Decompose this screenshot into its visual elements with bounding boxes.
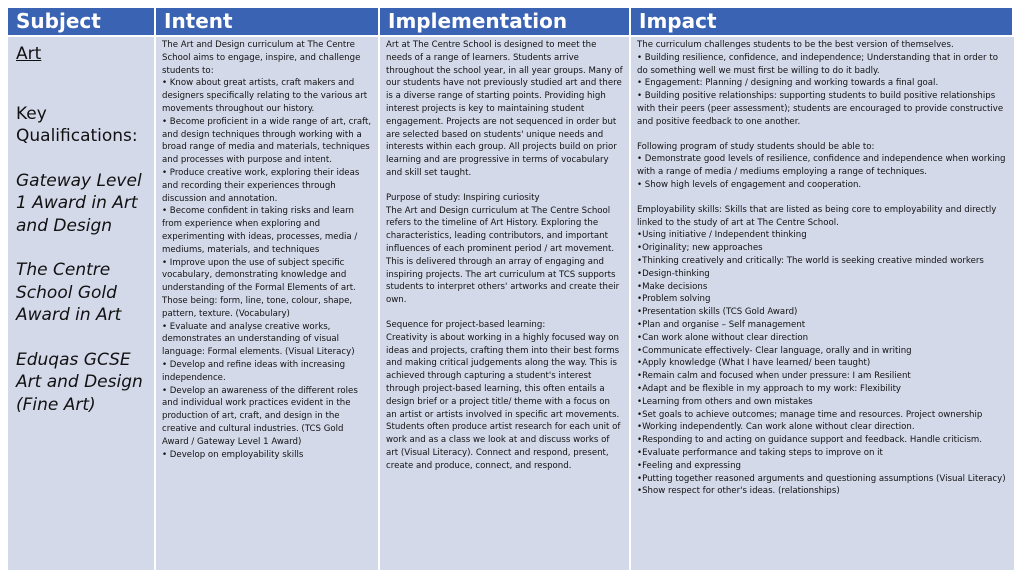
intent-item: • Develop and refine ideas with increasing independence.	[162, 359, 346, 383]
impact-line: Following program of study students should be able to:	[637, 141, 875, 152]
intent-item: • Develop an awareness of the different roles and individual work practices evident in the production of art, craft, and design in the creative and cultural industries. (TCS Gold Award / Gateway Level 1 Award)	[162, 385, 358, 447]
header-intent: Intent	[156, 8, 380, 35]
impact-column	[631, 35, 1014, 570]
impact-line: Employability skills: Skills that are listed as being core to employability and directly linked to the study of art at The Centre School.	[637, 204, 997, 228]
impact-line: • Building resilience, confidence, and independence; Understanding that in order to do something well we must first be willing to do it badly.	[637, 52, 998, 76]
intent-item: • Become proficient in a wide range of art, craft, and design techniques through working with a broad range of media and materials, techniques and processes with purpose and intent.	[162, 116, 372, 166]
intent-intro: The Art and Design curriculum at The Centre School aims to engage, inspire, and challenge students to:	[162, 40, 361, 76]
intent-item: • Develop on employability skills	[162, 449, 304, 460]
impact-line: •Remain calm and focused when under pressure: I am Resilient	[637, 371, 911, 382]
impact-line: •Communicate effectively- Clear language, orally and in writing	[637, 345, 912, 356]
impact-line: The curriculum challenges students to be the best version of themselves.	[637, 40, 954, 50]
intent-item: • Improve upon the use of subject specific vocabulary, demonstrating knowledge and understanding of the Formal Elements of art. Those being: form, line, tone, colour, shape, pattern, texture. (Vocabulary)	[162, 257, 356, 319]
qualification-item: Eduqas GCSE Art and Design (Fine Art)	[16, 349, 143, 415]
intent-item: • Evaluate and analyse creative works, demonstrates an understanding of visual language: Formal elements. (Visual Literacy)	[162, 321, 355, 358]
impact-line: •Show respect for other's ideas. (relationships)	[637, 486, 840, 497]
intent-item: • Produce creative work, exploring their ideas and recording their experiences through discussion and annotation.	[162, 167, 360, 204]
intent-item: • Know about great artists, craft makers and designers specifically relating to the various art movements throughout our history.	[162, 78, 368, 114]
impact-line: •Plan and organise – Self management	[637, 319, 806, 330]
impact-line: •Responding to and acting on guidance support and feedback. Handle criticism.	[637, 435, 983, 446]
impact-line: • Show high levels of engagement and cooperation.	[637, 179, 862, 190]
impact-line: • Demonstrate good levels of resilience, confidence and independence when working with a range of media / mediums employing a range of techniques.	[637, 154, 1006, 178]
impact-line: •Problem solving	[637, 294, 711, 305]
header-implementation: Implementation	[380, 8, 631, 35]
impact-line: •Originality; new approaches	[637, 243, 763, 254]
implementation-subtitle: Purpose of study: Inspiring curiosity	[386, 192, 540, 203]
qualification-item: The Centre School Gold Award in Art	[16, 260, 122, 325]
curriculum-table	[8, 8, 1014, 570]
implementation-paragraph: Art at The Centre School is designed to meet the needs of a range of learners. Students arrive throughout the school year, in all year groups. Many of our students have not previously studied art and there is a diverse range of starting points. Providing high interest projects is key to maintaining student engagement. Projects are not sequenced in order but are selected based on students' unique needs and interests within each group. All projects build on prior learning and are progressive in terms of vocabulary and skill set taught.	[386, 40, 623, 178]
impact-line: •Can work alone without clear direction	[637, 332, 809, 343]
impact-line: •Make decisions	[637, 281, 708, 292]
qualification-item: Gateway Level 1 Award in Art and Design	[16, 170, 142, 236]
intent-column	[156, 35, 380, 570]
implementation-paragraph: Creativity is about working in a highly focused way on ideas and projects, crafting them into their best forms and making critical judgements along the way. This is achieved through capturing a student's interest through project-based learning, this often entails a design brief or a project title/ theme with a focus on an artist or artists involved in specific art movements. Students often produce artist research for each unit of work and as a class we look at and discuss works of art (Visual Literacy). Connect and respond, present, create and produce, connect, and respond.	[386, 332, 621, 471]
header-impact: Impact	[631, 8, 1014, 35]
impact-line: •Evaluate performance and taking steps to improve on it	[637, 447, 883, 458]
implementation-column	[380, 35, 631, 570]
impact-line: •Thinking creatively and critically: The world is seeking creative minded workers	[637, 255, 984, 266]
impact-line: •Working independently. Can work alone without clear direction.	[637, 422, 915, 433]
impact-line: •Design-thinking	[637, 268, 710, 279]
impact-line: •Feeling and expressing	[637, 460, 741, 471]
subject-title: Art	[16, 44, 42, 64]
header-subject: Subject	[8, 8, 156, 35]
impact-line: •Apply knowledge (What I have learned/ been taught)	[637, 358, 871, 369]
impact-line: •Using initiative / Independent thinking	[637, 230, 807, 241]
impact-line: • Building positive relationships: supporting students to build positive relationships with their peers (peer assessment); students are encouraged to provide constructive and positive feedback to one another.	[637, 91, 1004, 127]
impact-line: •Learning from others and own mistakes	[637, 396, 813, 407]
intent-item: • Become confident in taking risks and learn from experience when exploring and experimenting with ideas, processes, media / mediums, materials, and techniques	[162, 206, 358, 255]
impact-line: •Set goals to achieve outcomes; manage time and resources. Project ownership	[637, 409, 983, 420]
implementation-subtitle: Sequence for project-based learning:	[386, 319, 546, 330]
impact-line: •Presentation skills (TCS Gold Award)	[637, 307, 798, 318]
impact-line: •Putting together reasoned arguments and questioning assumptions (Visual Literacy)	[637, 473, 1006, 484]
impact-line: •Adapt and be flexible in my approach to my work: Flexibility	[637, 383, 902, 394]
subject-column	[8, 35, 156, 570]
impact-line: • Engagement: Planning / designing and working towards a final goal.	[637, 78, 939, 89]
key-qualifications-label: Key Qualifications:	[16, 103, 138, 146]
implementation-paragraph: The Art and Design curriculum at The Centre School refers to the timeline of Art History. Exploring the characteristics, leading contributors, and important influences of each prominent period / art movement. This is delivered through an array of engaging and inspiring projects. The art curriculum at TCS supports students to interpret others' artworks and create their own.	[386, 205, 620, 306]
